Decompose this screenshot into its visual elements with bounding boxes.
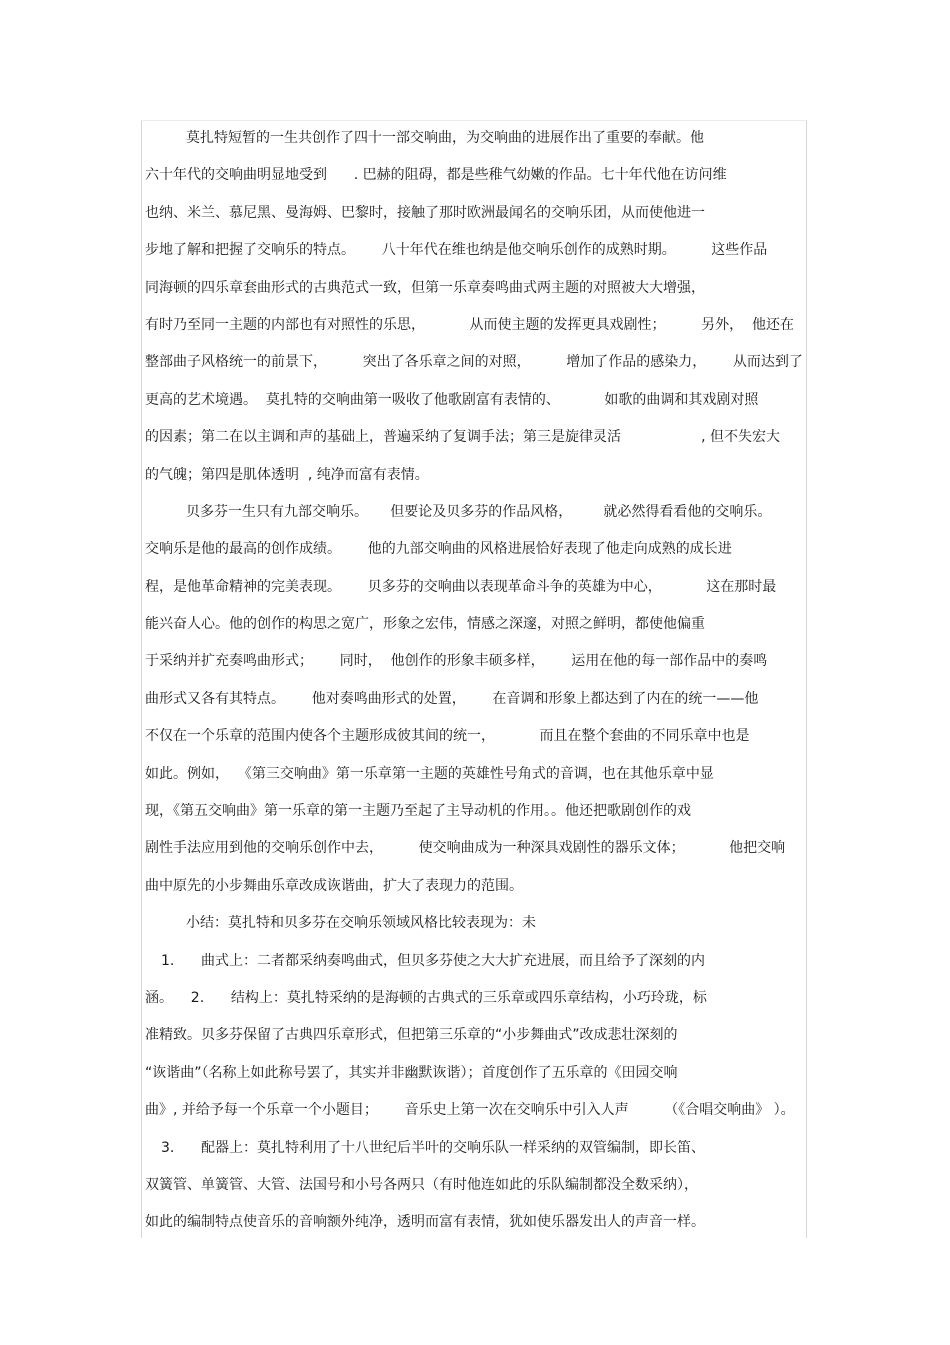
text-line: 现，《第五交响曲》第一乐章的第一主题乃至起了主导动机的作用。。他还把歌剧创作的戏 — [145, 803, 691, 820]
text-line: 双簧管、单簧管、大管、法国号和小号各两只（有时他连如此的乐队编制都没全数采纳）， — [145, 1176, 698, 1193]
text-line: 程，是他革命精神的完美表现。 贝多芬的交响曲以表现革命斗争的英雄为中心， 这在那时最 — [145, 578, 777, 595]
text-line: 曲中原先的小步舞曲乐章改成诙谐曲，扩大了表现力的范围。 — [145, 877, 523, 894]
text-line: 也纳、米兰、慕尼黑、曼海姆、巴黎时，接触了那时欧洲最闻名的交响乐团，从而使他进一 — [145, 204, 705, 221]
text-line: 的气魄；第四是肌体透明 , 纯净而富有表情。 — [145, 466, 429, 483]
summary-heading: 小结：莫扎特和贝多芬在交响乐领域风格比较表现为：未 — [186, 915, 536, 932]
text-line: 如此的编制特点使音乐的音响额外纯净，透明而富有表情，犹如使乐器发出人的声音一样。 — [145, 1214, 705, 1231]
text-line: 涵。 2. 结构上：莫扎特采纳的是海顿的古典式的三乐章或四乐章结构，小巧玲珑，标 — [145, 989, 707, 1006]
text-line: 莫扎特短暂的一生共创作了四十一部交响曲，为交响曲的进展作出了重要的奉献。他 — [186, 130, 704, 146]
list-item: 3. 配器上：莫扎特利用了十八世纪后半叶的交响乐队一样采纳的双管编制，即长笛、 — [161, 1139, 706, 1156]
text-line: 准精致。贝多芬保留了古典四乐章形式，但把第三乐章的“小步舞曲式”改成悲壮深刻的 — [145, 1027, 678, 1044]
text-line: 不仅在一个乐章的范围内使各个主题形成彼其间的统一， 而且在整个套曲的不同乐章中也是 — [145, 728, 750, 745]
text-line: 有时乃至同一主题的内部也有对照性的乐思， 从而使主题的发挥更具戏剧性； 另外， 他还在 — [145, 316, 795, 333]
text-line: 剧性手法应用到他的交响乐创作中去， 使交响曲成为一种深具戏剧性的器乐文体； 他把交响 — [145, 840, 786, 857]
text-line: 能兴奋人心。他的创作的构思之宽广，形象之宏伟，情感之深邃，对照之鲜明，都使他偏重 — [145, 616, 705, 633]
text-line: “诙谐曲”（名称上如此称号罢了，其实并非幽默诙谐）；首度创作了五乐章的《田园交响 — [145, 1064, 678, 1081]
text-line: 如此。例如， 《第三交响曲》第一乐章第一主题的英雄性号角式的音调，也在其他乐章中显 — [145, 765, 714, 782]
text-line: 的因素；第二在以主调和声的基础上，普遍采纳了复调手法；第三是旋律灵活 , 但不失宏大 — [145, 429, 781, 446]
text-line: 整部曲子风格统一的前景下， 突出了各乐章之间的对照， 增加了作品的感染力， 从而达到了 — [145, 354, 803, 371]
text-line: 步地了解和把握了交响乐的特点。 八十年代在维也纳是他交响乐创作的成熟时期。 这些作品 — [145, 242, 768, 259]
text-line: 同海顿的四乐章套曲形式的古典范式一致，但第一乐章奏鸣曲式两主题的对照被大大增强， — [145, 279, 705, 296]
text-line: 于采纳并扩充奏鸣曲形式； 同时， 他创作的形象丰硕多样， 运用在他的每一部作品中的奏鸣 — [145, 653, 768, 670]
text-line: 交响乐是他的最高的创作成绩。 他的九部交响曲的风格进展恰好表现了他走向成熟的成长进 — [145, 541, 732, 558]
list-item: 1. 曲式上：二者都采纳奏鸣曲式，但贝多芬使之大大扩充进展，而且给予了深刻的内 — [161, 952, 706, 969]
text-line: 贝多芬一生只有九部交响乐。 但要论及贝多芬的作品风格， 就必然得看看他的交响乐。 — [186, 503, 772, 520]
text-line: 曲形式又各有其特点。 他对奏鸣曲形式的处置， 在音调和形象上都达到了内在的统一——他 — [145, 690, 759, 707]
text-line: 曲》, 并给予每一个乐章一个小题目； 音乐史上第一次在交响乐中引入人声 （《合唱交响曲》 ）。 — [145, 1102, 795, 1119]
text-line: 更高的艺术境遇。 莫扎特的交响曲第一吸收了他歌剧富有表情的、 如歌的曲调和其戏剧对照 — [145, 391, 759, 408]
text-line: 六十年代的交响曲明显地受到 . 巴赫的阻碍，都是些稚气幼嫩的作品。七十年代他在访问维 — [145, 167, 727, 184]
document-body — [145, 120, 805, 1242]
